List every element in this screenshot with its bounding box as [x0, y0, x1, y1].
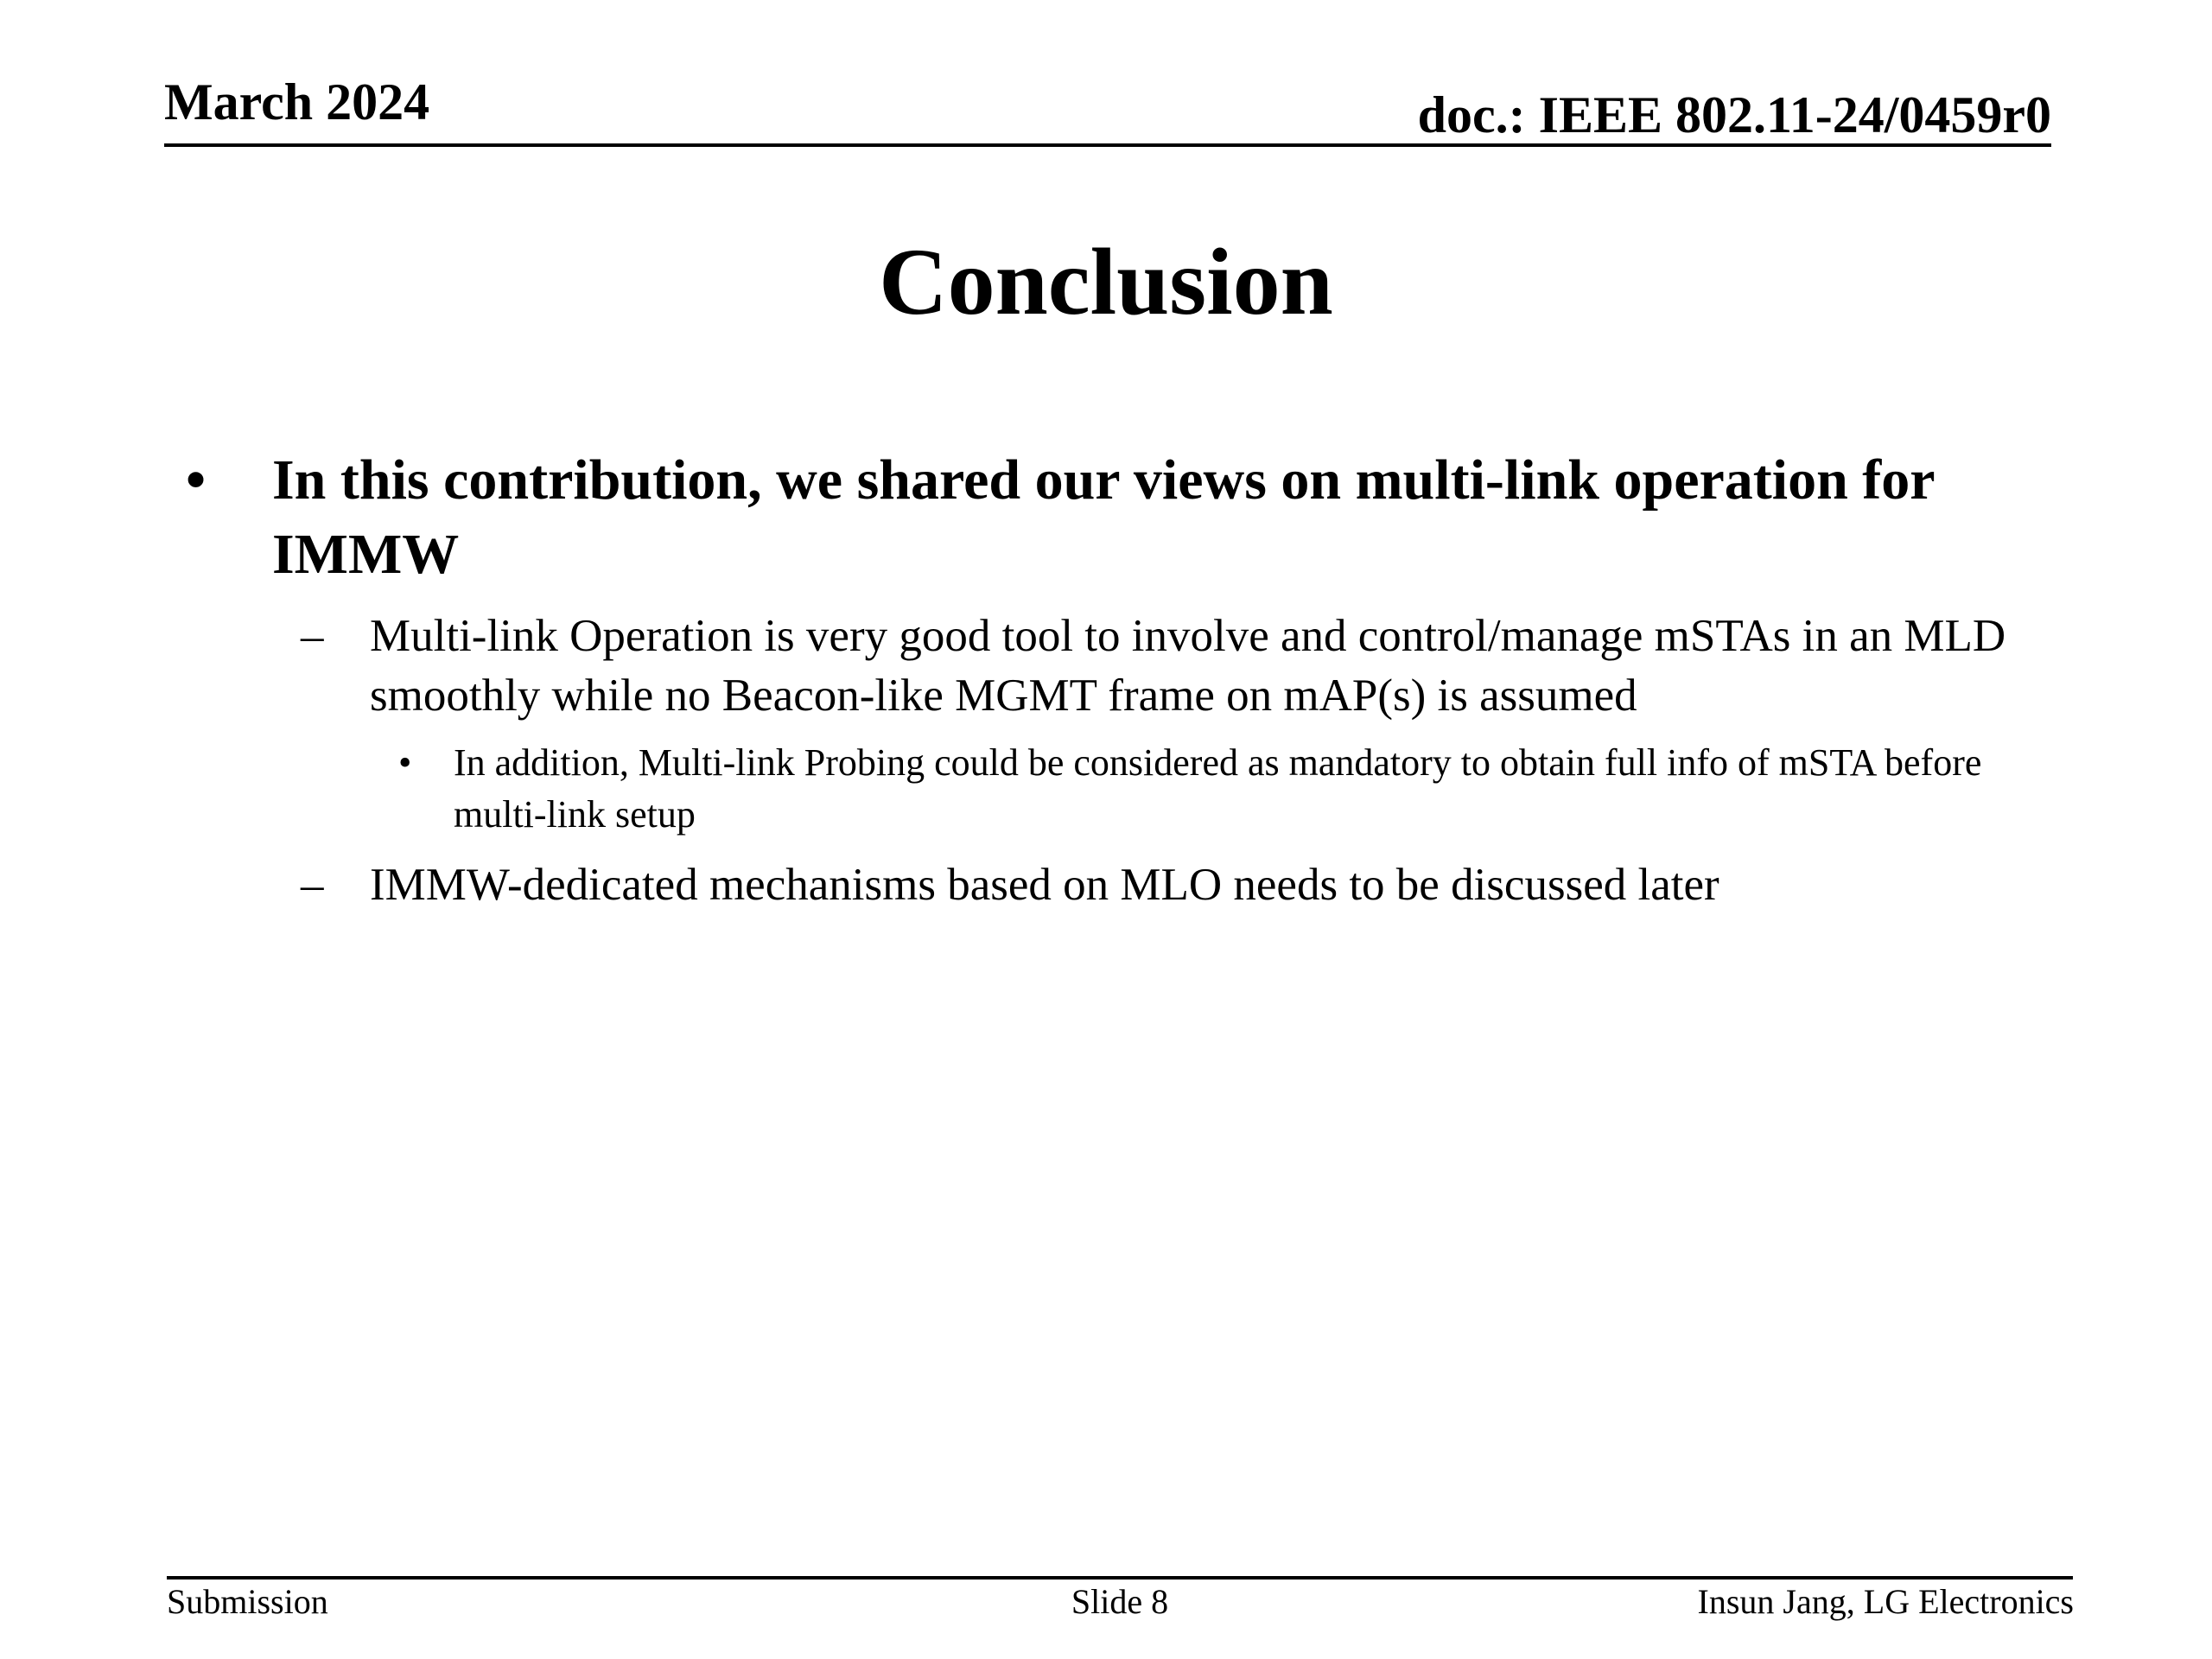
- bullet-level2-text: IMMW-dedicated mechanisms based on MLO needs to be discussed later: [370, 860, 1719, 910]
- bullet-level2-text: Multi-link Operation is very good tool to involve and control/manage mSTAs in an MLD smoothly while no Beacon-like MGMT frame on mAP(s) is assumed: [370, 611, 2006, 721]
- bullet-level2-item: [301, 607, 2098, 726]
- header-doc-id: doc.: IEEE 802.11-24/0459r0: [1417, 86, 2051, 143]
- bullet-dot: •: [186, 448, 207, 512]
- footer-divider: [167, 1576, 2073, 1580]
- header-divider: [164, 143, 2051, 147]
- bullet-level3-text: In addition, Multi-link Probing could be considered as mandatory to obtain full info of mSTA before multi-link setup: [454, 741, 1982, 836]
- bullet-level2-item: [301, 855, 2098, 915]
- header-date: March 2024: [164, 73, 430, 130]
- bullet-level3-item: [398, 737, 2061, 841]
- footer-slide-number: Slide 8: [1071, 1582, 1169, 1621]
- footer-submission: Submission: [167, 1582, 328, 1621]
- bullet-level1: [186, 443, 2087, 592]
- bullet-dot-small: •: [398, 741, 412, 784]
- footer-author: Insun Jang, LG Electronics: [1697, 1582, 2074, 1621]
- bullet-level1-text: In this contribution, we shared our views on multi-link operation for IMMW: [272, 448, 1935, 586]
- slide-title: Conclusion: [879, 229, 1333, 334]
- bullet-dash: –: [301, 860, 324, 910]
- bullet-dash: –: [301, 611, 324, 661]
